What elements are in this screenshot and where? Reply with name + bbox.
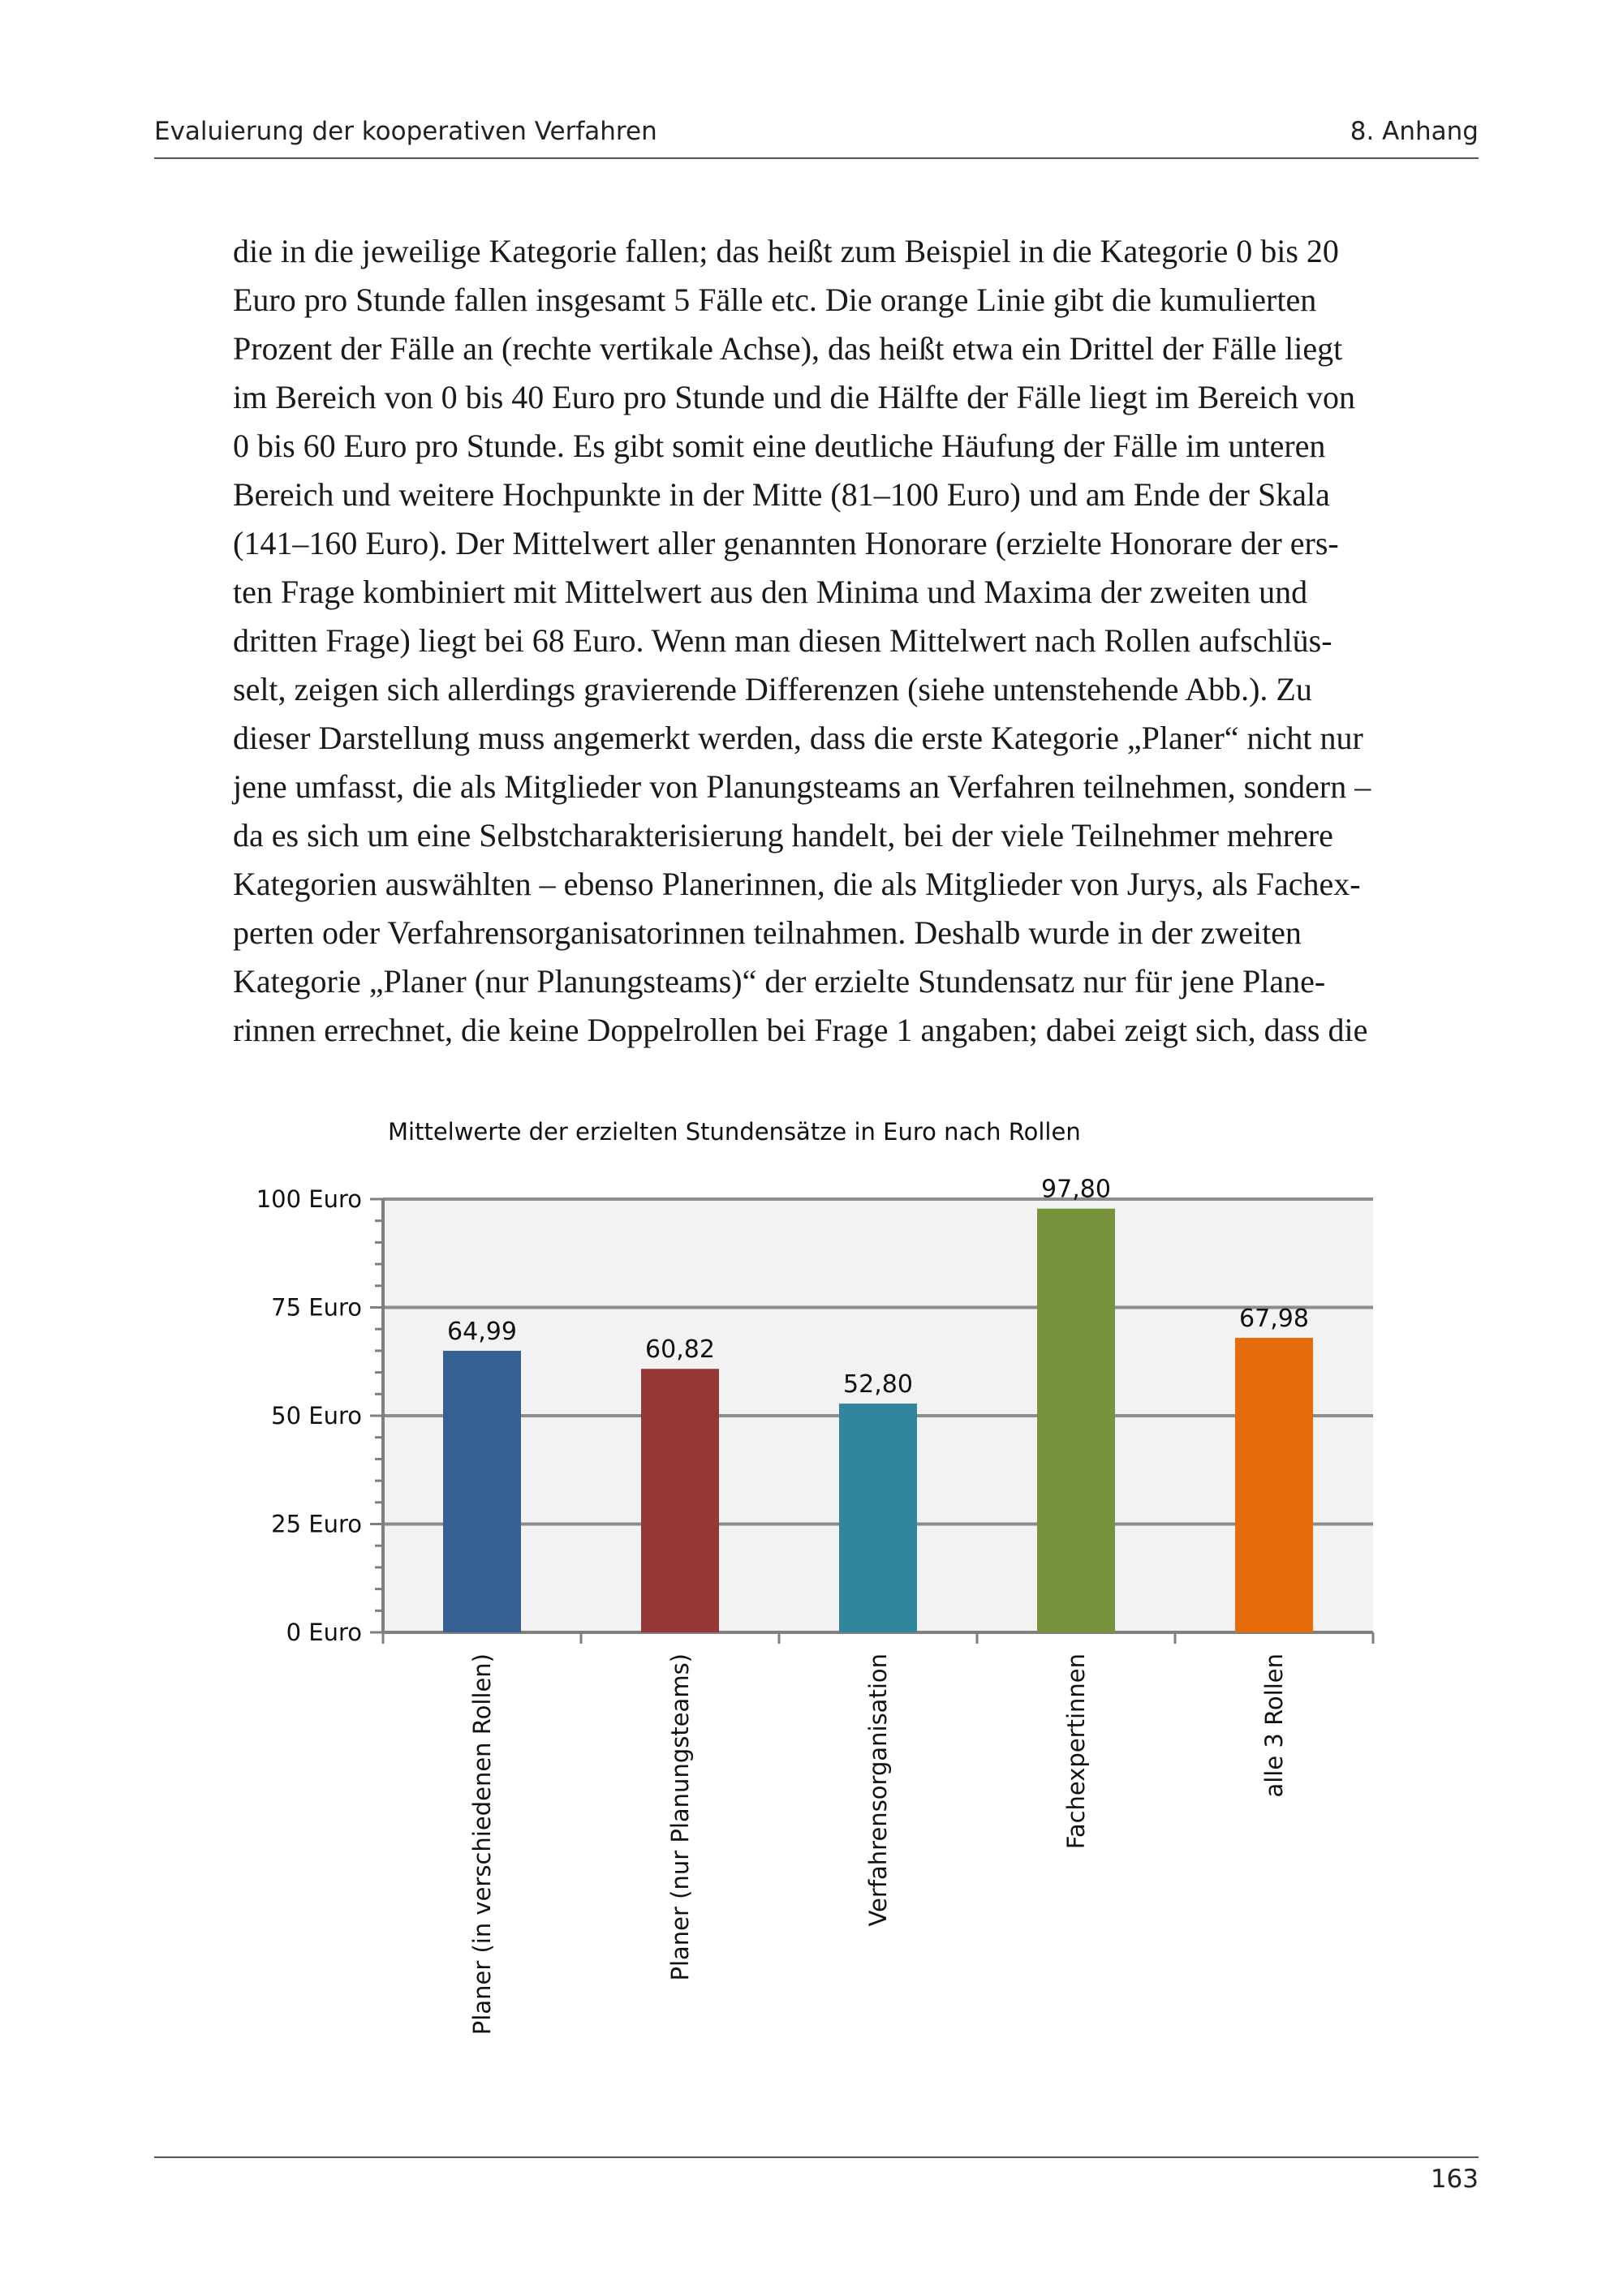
x-category-label: Verfahrensorganisation bbox=[864, 1653, 892, 1927]
body-line: ten Frage kombiniert mit Mittelwert aus den Minima und Maxima der zweiten und bbox=[233, 574, 1308, 610]
bar bbox=[839, 1404, 917, 1632]
bar bbox=[1037, 1209, 1115, 1632]
y-tick-label: 100 Euro bbox=[256, 1185, 362, 1213]
data-label: 97,80 bbox=[1041, 1175, 1111, 1204]
x-category-label: alle 3 Rollen bbox=[1260, 1653, 1288, 1798]
body-line: (141–160 Euro). Der Mittelwert aller genannten Honorare (erzielte Honorare der ers- bbox=[233, 525, 1339, 561]
header-title: Evaluierung der kooperativen Verfahren bbox=[154, 117, 657, 146]
body-line: dieser Darstellung muss angemerkt werden, dass die erste Kategorie „Planer“ nicht nur bbox=[233, 720, 1363, 756]
body-line: 0 bis 60 Euro pro Stunde. Es gibt somit eine deutliche Häufung der Fälle im unteren bbox=[233, 428, 1326, 464]
body-line: Bereich und weitere Hochpunkte in der Mitte (81–100 Euro) und am Ende der Skala bbox=[233, 476, 1330, 513]
data-label: 52,80 bbox=[843, 1370, 913, 1400]
body-line: Euro pro Stunde fallen insgesamt 5 Fälle etc. Die orange Linie gibt die kumulierten bbox=[233, 282, 1317, 318]
body-line: da es sich um eine Selbstcharakterisierung handelt, bei der viele Teilnehmer mehrere bbox=[233, 817, 1333, 853]
body-line: Kategorien auswählten – ebenso Planerinnen, die als Mitglieder von Jurys, als Fachex- bbox=[233, 866, 1361, 902]
data-label: 64,99 bbox=[447, 1317, 517, 1346]
data-label: 67,98 bbox=[1239, 1304, 1309, 1333]
x-category-label: Fachexpertinnen bbox=[1062, 1653, 1090, 1850]
y-tick-label: 25 Euro bbox=[271, 1510, 362, 1538]
body-line: dritten Frage) liegt bei 68 Euro. Wenn man diesen Mittelwert nach Rollen aufschlüs- bbox=[233, 622, 1332, 659]
page-number: 163 bbox=[1430, 2165, 1479, 2194]
footer-rule bbox=[154, 2156, 1479, 2158]
bar bbox=[443, 1351, 521, 1632]
header-chapter: 8. Anhang bbox=[1350, 117, 1479, 146]
data-label: 60,82 bbox=[645, 1335, 715, 1365]
y-tick-label: 0 Euro bbox=[286, 1619, 362, 1646]
body-line: perten oder Verfahrensorganisatorinnen teilnahmen. Deshalb wurde in der zweiten bbox=[233, 914, 1302, 951]
bar bbox=[1235, 1338, 1313, 1632]
y-tick-label: 50 Euro bbox=[271, 1402, 362, 1430]
body-line: die in die jeweilige Kategorie fallen; das heißt zum Beispiel in die Kategorie 0 bis 20 bbox=[233, 233, 1339, 269]
y-tick-label: 75 Euro bbox=[271, 1293, 362, 1322]
body-line: rinnen errechnet, die keine Doppelrollen bei Frage 1 angaben; dabei zeigt sich, dass die bbox=[233, 1012, 1368, 1048]
body-line: Prozent der Fälle an (rechte vertikale Achse), das heißt etwa ein Drittel der Fälle liegt bbox=[233, 330, 1343, 367]
bar bbox=[641, 1369, 719, 1632]
body-line: jene umfasst, die als Mitglieder von Planungsteams an Verfahren teilnehmen, sondern – bbox=[233, 768, 1371, 805]
x-category-label: Planer (nur Planungsteams) bbox=[666, 1653, 694, 1981]
body-line: im Bereich von 0 bis 40 Euro pro Stunde und die Hälfte der Fälle liegt im Bereich von bbox=[233, 379, 1356, 415]
body-line: selt, zeigen sich allerdings gravierende Differenzen (siehe untenstehende Abb.). Zu bbox=[233, 671, 1312, 707]
body-line: Kategorie „Planer (nur Planungsteams)“ der erzielte Stundensatz nur für jene Plane- bbox=[233, 963, 1326, 1000]
chart-title: Mittelwerte der erzielten Stundensätze in Euro nach Rollen bbox=[388, 1118, 1081, 1146]
x-category-label: Planer (in verschiedenen Rollen) bbox=[468, 1653, 496, 2036]
